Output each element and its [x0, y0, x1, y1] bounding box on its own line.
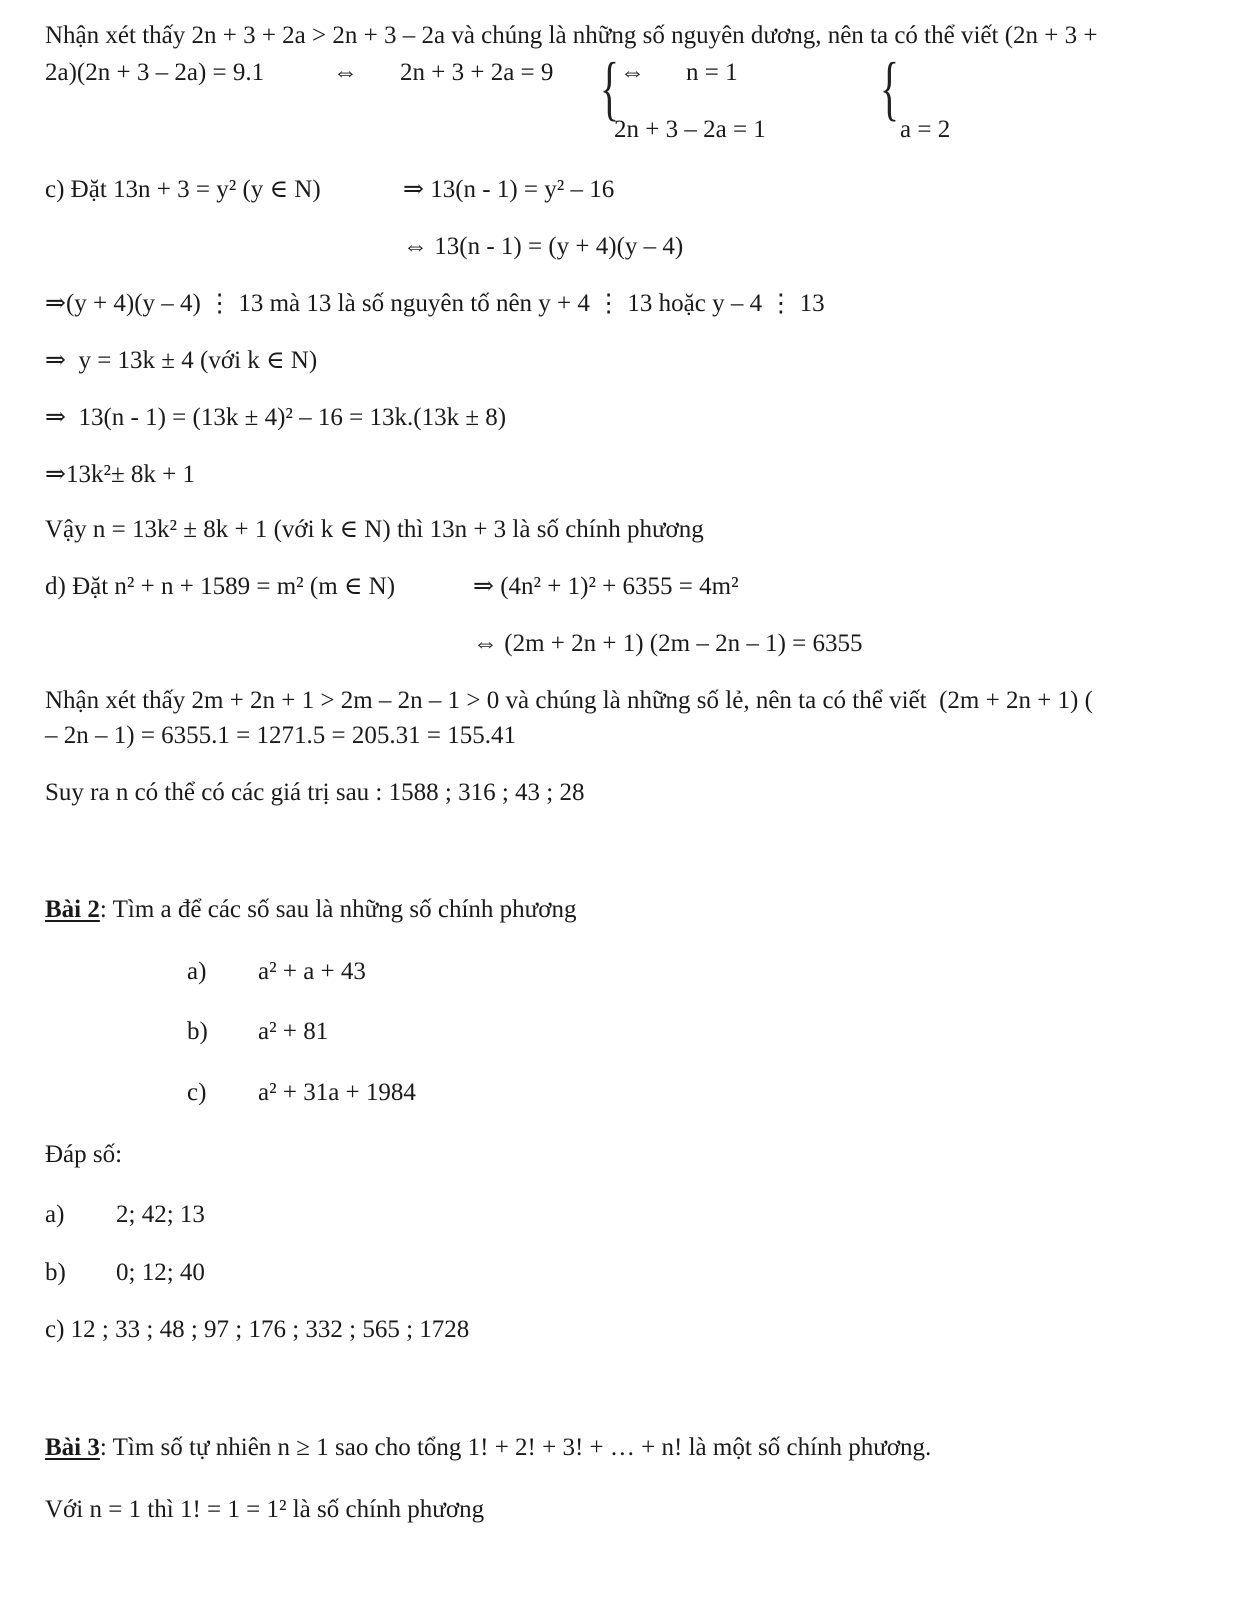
text-line: ⇒13k²± 8k + 1: [45, 461, 196, 488]
text-line: Nhận xét thấy 2n + 3 + 2a > 2n + 3 – 2a và chúng là những số nguyên dương, nên ta có thể viết (2n + 3 +: [45, 22, 1098, 49]
text-line: Vậy n = 13k² ± 8k + 1 (với k ∈ N) thì 13n + 3 là số chính phương: [45, 516, 704, 543]
item-expression: a² + 81: [258, 1018, 329, 1045]
answer-line: c) 12 ; 33 ; 48 ; 97 ; 176 ; 332 ; 565 ; 1728: [45, 1316, 470, 1343]
equation: ⇒ (4n² + 1)² + 6355 = 4m²: [473, 573, 739, 600]
answer-value: 0; 12; 40: [116, 1259, 205, 1286]
item-expression: a² + a + 43: [258, 958, 366, 985]
item-letter: a): [187, 958, 207, 985]
text-line: d) Đặt n² + n + 1589 = m² (m ∈ N): [45, 573, 396, 600]
text-line: ⇒ 13(n - 1) = (13k ± 4)² – 16 = 13k.(13k ± 8): [45, 404, 507, 431]
system-brace: {: [600, 48, 620, 128]
text-line: c) Đặt 13n + 3 = y² (y ∈ N): [45, 176, 321, 203]
exercise-text: : Tìm số tự nhiên n ≥ 1 sao cho tổng 1! + 2! + 3! + … + n! là một số chính phương.: [99, 1434, 932, 1461]
equation: n = 1: [686, 59, 738, 86]
answer-letter: b): [45, 1259, 66, 1286]
equation: a = 2: [900, 116, 951, 143]
equation: ⇒ 13(n - 1) = y² – 16: [403, 176, 615, 203]
exercise-heading: [45, 1432, 931, 1464]
item-letter: b): [187, 1018, 208, 1045]
text-line: ⇒ y = 13k ± 4 (với k ∈ N): [45, 347, 318, 374]
exercise-label: Bài 2: [45, 896, 100, 923]
text-line: Với n = 1 thì 1! = 1 = 1² là số chính phương: [45, 1496, 485, 1523]
text-line: ⇒(y + 4)(y – 4) ⋮ 13 mà 13 là số nguyên tố nên y + 4 ⋮ 13 hoặc y – 4 ⋮ 13: [45, 290, 825, 317]
text-line: Nhận xét thấy 2m + 2n + 1 > 2m – 2n – 1 > 0 và chúng là những số lẻ, nên ta có thể viết (2m + 2n + 1) (: [45, 687, 1093, 714]
equation: ⇔ (2m + 2n + 1) (2m – 2n – 1) = 6355: [473, 630, 863, 657]
text-line: 2a)(2n + 3 – 2a) = 9.1: [45, 59, 265, 86]
item-letter: c): [187, 1079, 207, 1106]
equation: ⇔ 13(n - 1) = (y + 4)(y – 4): [403, 233, 684, 260]
exercise-heading: [45, 894, 576, 926]
answer-value: 2; 42; 13: [116, 1201, 205, 1228]
equation: 2n + 3 + 2a = 9: [400, 59, 554, 86]
text-line: Suy ra n có thể có các giá trị sau : 1588 ; 316 ; 43 ; 28: [45, 779, 585, 806]
item-expression: a² + 31a + 1984: [258, 1079, 416, 1106]
system-brace: {: [880, 48, 900, 128]
equivalence-symbol: ⇔: [333, 59, 358, 86]
exercise-label: Bài 3: [45, 1434, 100, 1461]
exercise-text: : Tìm a để các số sau là những số chính phương: [99, 896, 577, 923]
equation: 2n + 3 – 2a = 1: [614, 116, 766, 143]
text-line: – 2n – 1) = 6355.1 = 1271.5 = 205.31 = 155.41: [45, 722, 516, 749]
answer-letter: a): [45, 1201, 65, 1228]
answer-title: Đáp số:: [45, 1141, 123, 1168]
equivalence-symbol: ⇔: [620, 59, 645, 86]
